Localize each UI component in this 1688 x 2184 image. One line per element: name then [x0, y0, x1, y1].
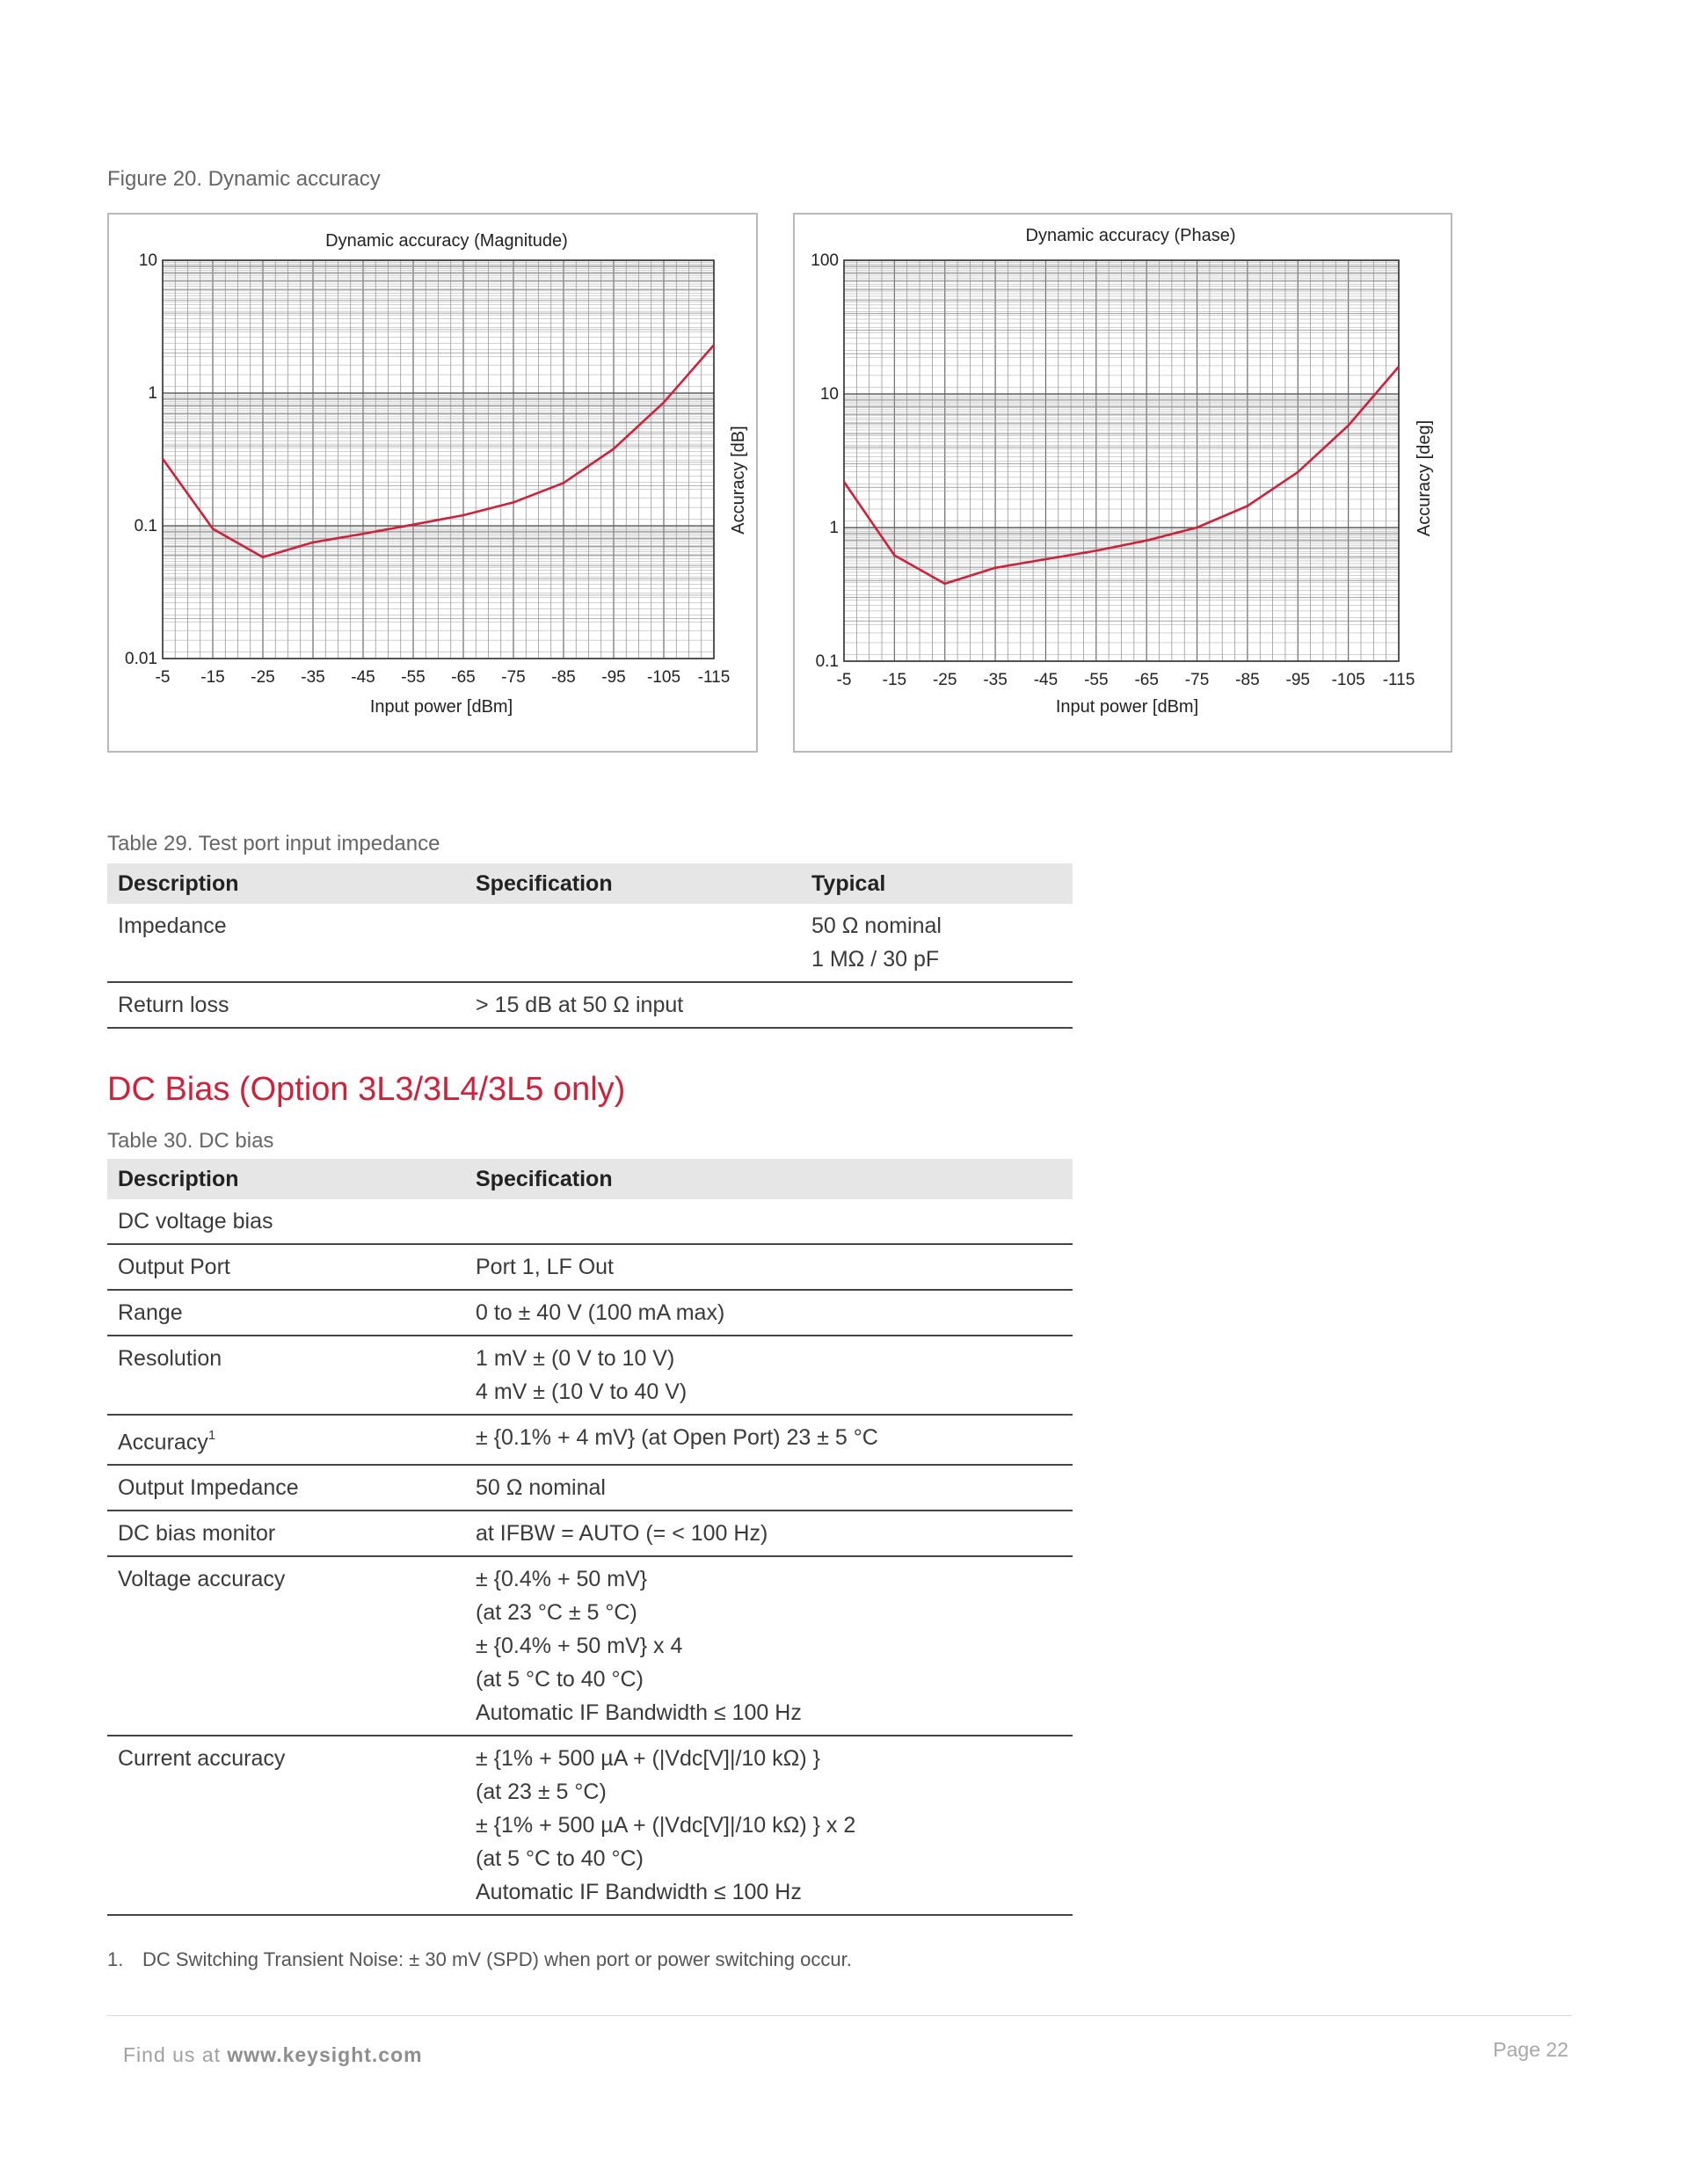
- description-cell: [107, 1465, 465, 1511]
- magnitude-x-tick-label: -5: [155, 668, 171, 687]
- phase-y-axis-title: Accuracy [deg]: [1415, 419, 1434, 537]
- table29-caption: Table 29. Test port input impedance: [107, 832, 440, 855]
- phase-x-tick-label: -35: [983, 671, 1008, 689]
- description-cell: [107, 1290, 465, 1336]
- phase-x-tick-label: -15: [882, 671, 907, 689]
- magnitude-x-tick-label: -55: [401, 668, 426, 687]
- phase-grid: [844, 260, 1399, 661]
- section-title: DC Bias (Option 3L3/3L4/3L5 only): [107, 1071, 626, 1108]
- table-row: [107, 1736, 1073, 1915]
- footer-divider: [107, 2015, 1572, 2016]
- magnitude-x-tick-label: -75: [501, 668, 526, 687]
- phase-chart: [793, 213, 1452, 753]
- footnote-number: 1.: [107, 1948, 124, 1970]
- magnitude-x-tick-label: -65: [451, 668, 476, 687]
- phase-y-tick-label: 0.1: [815, 652, 839, 671]
- cell-line: 1 mV ± (0 V to 10 V): [476, 1346, 675, 1371]
- description-text: Voltage accuracy: [118, 1567, 286, 1592]
- table-row: [107, 1244, 1073, 1290]
- description-text: DC bias monitor: [118, 1521, 276, 1547]
- description-cell: [107, 1556, 465, 1736]
- cell-line: Automatic IF Bandwidth ≤ 100 Hz: [476, 1880, 802, 1905]
- description-cell: [107, 1336, 465, 1415]
- magnitude-chart: [107, 213, 758, 753]
- cell-line: ± {0.4% + 50 mV} x 4: [476, 1634, 683, 1659]
- page-number: Page 22: [1493, 2038, 1568, 2061]
- cell-line: (at 23 °C ± 5 °C): [476, 1600, 637, 1626]
- description-cell: [107, 1415, 465, 1465]
- description-text: Resolution: [118, 1346, 222, 1371]
- specification-cell: [465, 1415, 1073, 1465]
- description-cell: [107, 1736, 465, 1915]
- cell-line: ± {0.1% + 4 mV} (at Open Port) 23 ± 5 °C: [476, 1425, 878, 1450]
- magnitude-x-tick-label: -95: [601, 668, 626, 687]
- cell-line: ± {1% + 500 µA + (|Vdc[V]|/10 kΩ) }: [476, 1746, 820, 1772]
- magnitude-y-tick-label: 1: [148, 384, 157, 403]
- cell-line: ± {1% + 500 µA + (|Vdc[V]|/10 kΩ) } x 2: [476, 1813, 856, 1838]
- phase-x-tick-label: -65: [1134, 671, 1159, 689]
- table-row: [107, 1336, 1073, 1415]
- column-header: Typical: [801, 863, 1073, 904]
- phase-x-tick-label: -85: [1235, 671, 1260, 689]
- footnote: [107, 1948, 852, 1971]
- cell-line: 50 Ω nominal: [476, 1475, 606, 1501]
- specification-cell: [465, 1556, 1073, 1736]
- cell-line: (at 5 °C to 40 °C): [476, 1667, 644, 1693]
- specification-cell: [465, 1244, 1073, 1290]
- dc-bias-table: [107, 1159, 1073, 1916]
- magnitude-chart-title: Dynamic accuracy (Magnitude): [325, 231, 568, 251]
- typical-cell: [801, 982, 1073, 1028]
- column-header: Specification: [465, 1159, 1073, 1199]
- column-header: Description: [107, 1159, 465, 1199]
- magnitude-y-tick-label: 10: [138, 251, 157, 270]
- phase-x-tick-label: -95: [1285, 671, 1311, 689]
- magnitude-x-tick-label: -115: [697, 668, 731, 687]
- footnote-marker: 1: [207, 1428, 216, 1443]
- description-text: DC voltage bias: [118, 1209, 273, 1234]
- table-header-row: [107, 863, 1073, 904]
- cell-line: 4 mV ± (10 V to 40 V): [476, 1380, 688, 1404]
- description-text: Accuracy: [118, 1430, 208, 1455]
- cell-line: Automatic IF Bandwidth ≤ 100 Hz: [476, 1700, 802, 1726]
- footer-prefix: Find us at: [123, 2043, 228, 2066]
- magnitude-y-tick-label: 0.1: [134, 517, 157, 535]
- description-cell: [107, 1244, 465, 1290]
- cell-line: (at 23 ± 5 °C): [476, 1780, 607, 1805]
- cell-line: 0 to ± 40 V (100 mA max): [476, 1300, 725, 1325]
- specification-cell: [465, 1199, 1073, 1244]
- figure-caption: Figure 20. Dynamic accuracy: [107, 167, 381, 191]
- table-row: [107, 1199, 1073, 1244]
- magnitude-chart-svg: [109, 215, 756, 751]
- specification-cell: [465, 1465, 1073, 1511]
- cell-line: (at 5 °C to 40 °C): [476, 1846, 644, 1872]
- magnitude-x-tick-label: -45: [351, 668, 375, 687]
- description-text: Output Port: [118, 1255, 230, 1279]
- description-text: Output Impedance: [118, 1475, 299, 1501]
- description-text: Range: [118, 1300, 183, 1325]
- specification-cell: [465, 1290, 1073, 1336]
- table30-caption: Table 30. DC bias: [107, 1129, 274, 1153]
- phase-x-tick-label: -25: [932, 671, 957, 689]
- specification-cell: [465, 1736, 1073, 1915]
- cell-line: at IFBW = AUTO (= < 100 Hz): [476, 1521, 768, 1547]
- footnote-text: DC Switching Transient Noise: ± 30 mV (SPD) when port or power switching occur.: [142, 1948, 852, 1970]
- phase-x-tick-label: -115: [1382, 671, 1415, 689]
- phase-y-tick-label: 1: [829, 519, 839, 537]
- column-header: Specification: [465, 863, 801, 904]
- description-text: Current accuracy: [118, 1746, 286, 1772]
- magnitude-x-tick-label: -15: [200, 668, 225, 687]
- description-cell: [107, 1511, 465, 1556]
- footer-find-us: [123, 2043, 423, 2067]
- phase-chart-svg: [795, 215, 1451, 751]
- description-cell: [107, 1199, 465, 1244]
- phase-x-tick-label: -5: [836, 671, 852, 689]
- table-row: [107, 1290, 1073, 1336]
- cell-line: 1 MΩ / 30 pF: [811, 947, 940, 972]
- column-header: Description: [107, 863, 465, 904]
- specification-cell: > 15 dB at 50 Ω input: [465, 982, 801, 1028]
- table-row: [107, 904, 1073, 982]
- phase-x-tick-label: -105: [1331, 671, 1365, 689]
- table-row: [107, 1465, 1073, 1511]
- cell-line: 50 Ω nominal: [811, 914, 942, 938]
- magnitude-x-axis-title: Input power [dBm]: [369, 697, 513, 717]
- table-header-row: [107, 1159, 1073, 1199]
- magnitude-x-tick-label: -25: [251, 668, 275, 687]
- phase-x-tick-label: -75: [1184, 671, 1210, 689]
- phase-chart-title: Dynamic accuracy (Phase): [1025, 226, 1236, 245]
- table-row: [107, 1511, 1073, 1556]
- specification-cell: [465, 904, 801, 982]
- phase-y-tick-label: 10: [819, 385, 839, 404]
- phase-x-tick-label: -55: [1084, 671, 1109, 689]
- specification-cell: [465, 1511, 1073, 1556]
- magnitude-grid: [163, 260, 714, 659]
- footer-url-link[interactable]: www.keysight.com: [227, 2043, 423, 2066]
- table-row: [107, 982, 1073, 1028]
- specification-cell: [465, 1336, 1073, 1415]
- phase-x-axis-title: Input power [dBm]: [1055, 697, 1199, 717]
- magnitude-x-tick-label: -35: [301, 668, 325, 687]
- description-cell: Impedance: [107, 904, 465, 982]
- table-row: [107, 1556, 1073, 1736]
- test-port-impedance-table: [107, 863, 1073, 1029]
- description-cell: Return loss: [107, 982, 465, 1028]
- magnitude-x-tick-label: -105: [646, 668, 681, 687]
- magnitude-x-tick-label: -85: [551, 668, 576, 687]
- cell-line: Port 1, LF Out: [476, 1255, 615, 1279]
- phase-x-tick-label: -45: [1033, 671, 1059, 689]
- magnitude-y-axis-title: Accuracy [dB]: [729, 426, 748, 535]
- magnitude-y-tick-label: 0.01: [125, 650, 157, 668]
- phase-y-tick-label: 100: [811, 251, 839, 270]
- cell-line: ± {0.4% + 50 mV}: [476, 1567, 648, 1592]
- typical-cell: [801, 904, 1073, 982]
- table-row: [107, 1415, 1073, 1465]
